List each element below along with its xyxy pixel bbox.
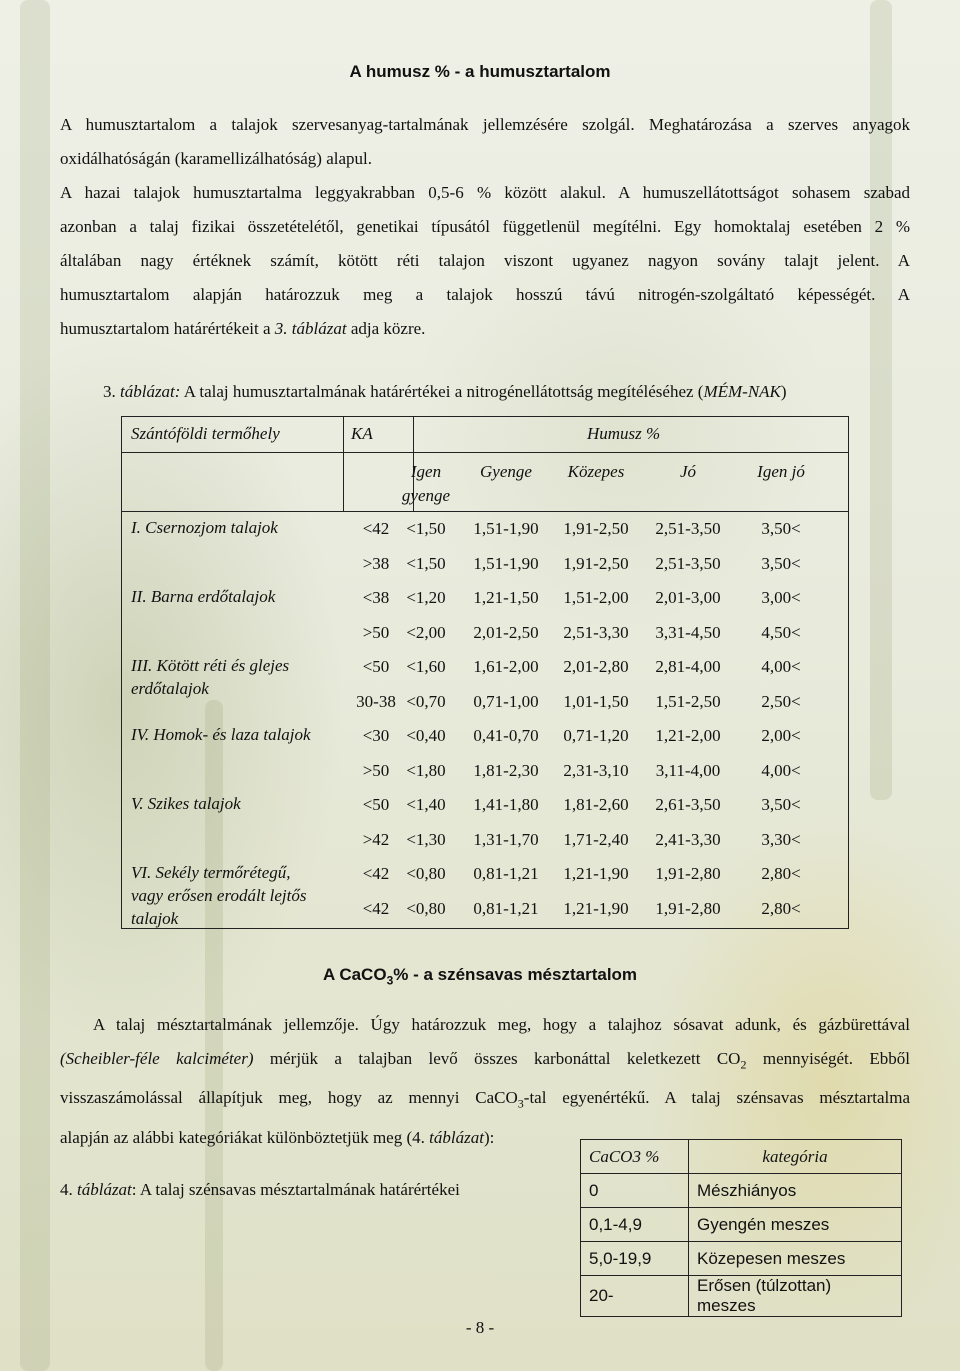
humus-value: 3,30< [761,829,801,849]
humus-value: 2,01-2,50 [473,622,539,642]
humus-value: <1,40 [406,795,446,814]
table-row [581,1208,902,1242]
para-line: A talaj mésztartalmának jellemzője. Úgy határozzuk meg, hogy a talajhoz sósavat adunk, és gázbürettával [93,1015,910,1034]
col-header-quality: Igen jó [757,462,805,481]
humus-value: 2,50< [761,691,801,711]
ka-value: <50 [362,795,390,814]
humus-value: 1,41-1,80 [473,795,539,814]
humus-value: 3,31-4,50 [655,622,721,642]
para-line: alapján az alábbi kategóriákat különböztetjük meg (4. táblázat): [60,1127,495,1147]
humus-value: 2,51-3,30 [563,622,629,642]
humus-value: <1,50 [406,519,446,538]
humus-value: 2,81-4,00 [655,657,721,676]
intro-line: általában nagy értéknek számít, kötött réti talajon viszont ugyanez nagyon sovány talajt jelent. A [60,251,910,270]
humus-value: 3,50< [761,795,801,814]
page-title: A humusz % - a humusztartalom [349,62,611,81]
humus-value: 1,81-2,60 [563,795,629,814]
soil-group-label: III. Kötött réti és glejes erdőtalajok [131,656,290,698]
soil-group-label: IV. Homok- és laza talajok [131,725,311,744]
humus-value: 1,91-2,50 [563,553,629,573]
col-header-soil: Szántóföldi termőhely [131,424,280,443]
humus-value: 1,81-2,30 [473,760,539,780]
ka-value: <30 [362,726,390,745]
humus-value: 1,91-2,80 [655,864,721,883]
ka-value: <50 [362,657,390,676]
table-row [581,1242,902,1276]
intro-line: A hazai talajok humusztartalma leggyakrabban 0,5-6 % között alakul. A humuszellátottságot sohasem szabad [60,183,910,202]
cell: Mészhiányos [689,1174,902,1208]
ka-value: >38 [362,553,390,573]
humus-value: 2,31-3,10 [563,760,629,780]
section-heading: A CaCO$_3$% - a szénsavas mésztartalom [322,965,638,988]
humus-value: 2,61-3,50 [655,795,721,814]
col-header-quality: Gyenge [480,462,532,481]
humus-value: 1,21-1,90 [563,864,629,883]
lime-table [580,1139,902,1317]
humus-value: <0,40 [406,726,446,745]
humus-value: 1,21-1,50 [473,588,539,607]
intro-line: humusztartalom határértékeit a 3. táblázat adja közre. [60,319,426,338]
humus-value: 4,00< [761,657,801,676]
ka-value: <42 [362,519,390,538]
table-reference: 3. táblázat [274,319,347,338]
humus-value: <0,70 [406,691,446,711]
ka-value: <42 [362,898,390,918]
cell: 0 [581,1174,689,1208]
cell: 5,0-19,9 [581,1242,689,1276]
ka-value: <42 [362,864,390,883]
humus-value: 1,21-1,90 [563,898,629,918]
humus-value: 4,50< [761,622,801,642]
soil-group-label: VI. Sekély termőrétegű, vagy erősen erodált lejtős talajok [131,863,307,928]
humus-value: 1,91-2,80 [655,898,721,918]
humus-value: 3,50< [761,519,801,538]
col-header-ka: KA [351,424,373,443]
humus-value: 2,80< [761,864,801,883]
cell: Erősen (túlzottan) meszes [689,1276,902,1317]
humus-value: 1,71-2,40 [563,829,629,849]
soil-group-label: I. Csernozjom talajok [131,518,278,537]
humus-value: 1,31-1,70 [473,829,539,849]
ka-value: >50 [362,622,390,642]
humus-value: 1,51-1,90 [473,519,539,538]
humus-value: 2,51-3,50 [655,519,721,538]
cell: Gyengén meszes [689,1208,902,1242]
humus-value: 0,71-1,00 [473,691,539,711]
humus-value: 0,41-0,70 [473,726,539,745]
humus-value: <2,00 [406,622,446,642]
table4-caption: 4. táblázat: A talaj szénsavas mésztartalmának határértékei [60,1180,460,1199]
col-header-quality: Közepes [567,462,625,481]
intro-line: humusztartalom alapján határozzuk meg a talajok hosszú távú nitrogén-szolgáltató képességét. A [60,285,910,304]
humus-value: <1,60 [406,657,446,676]
humus-value: <1,80 [406,760,446,780]
col-header-quality: Igen gyenge [401,462,451,505]
intro-line: A humusztartalom a talajok szervesanyag-tartalmának jellemzésére szolgál. Meghatározása a szerves anyagok [60,115,910,134]
humus-value: 0,81-1,21 [473,898,539,918]
ka-value: >50 [362,760,390,780]
humus-value: 3,00< [761,588,801,607]
ka-value: 30-38 [356,691,396,711]
humus-value: 1,51-1,90 [473,553,539,573]
col-header-category: kategória [689,1140,902,1174]
table-row [581,1276,902,1317]
para-line: visszaszámolással állapítjuk meg, hogy az mennyi CaCO$_3$-tal egyenértékű. A talaj szénsavas mésztartalma [60,1088,910,1111]
soil-group-label: V. Szikes talajok [131,794,241,813]
cell: 20- [581,1276,689,1317]
humus-value: 3,50< [761,553,801,573]
humus-value: 2,01-2,80 [563,657,629,676]
intro-line: oxidálhatóságán (karamellizálhatóság) alapul. [60,149,373,168]
col-header-humus: Humusz % [587,424,661,443]
humus-value: 4,00< [761,760,801,780]
background-stalk [20,0,50,1371]
humus-value: 0,71-1,20 [563,726,629,745]
ka-value: <38 [362,588,390,607]
col-header-caco3: CaCO3 % [581,1140,689,1174]
humus-value: <0,80 [406,864,446,883]
humus-value: 1,21-2,00 [655,726,721,745]
humus-value: 2,41-3,30 [655,829,721,849]
humus-value: 2,01-3,00 [655,588,721,607]
humus-value: 0,81-1,21 [473,864,539,883]
humus-value: <1,30 [406,829,446,849]
page-number: - 8 - [465,1318,495,1337]
humus-value: 1,51-2,00 [563,588,629,607]
humus-value: 2,51-3,50 [655,553,721,573]
humus-value: 1,61-2,00 [473,657,539,676]
intro-paragraph [60,108,910,346]
humus-value: <1,50 [406,553,446,573]
col-header-quality: Jó [679,462,697,481]
cell: Közepesen meszes [689,1242,902,1276]
soil-group-label: II. Barna erdőtalajok [131,587,276,606]
humus-value: 1,51-2,50 [655,691,721,711]
humus-value: <0,80 [406,898,446,918]
humus-value: 1,01-1,50 [563,691,629,711]
humus-table [121,416,847,927]
humus-value: 2,80< [761,898,801,918]
table3-caption: 3. táblázat: A talaj humusztartalmának határértékei a nitrogénellátottság megítéléséhez (MÉM-NAK) [103,382,787,401]
para-line: (Scheibler-féle kalciméter) mérjük a talajban levő összes karbonáttal keletkezett $CO_2$ mennyiségét. Ebből [60,1049,911,1072]
humus-value: 3,11-4,00 [655,760,721,780]
humus-value: <1,20 [406,588,446,607]
ka-value: >42 [362,829,390,849]
humus-value: 1,91-2,50 [563,519,629,538]
intro-line: azonban a talaj fizikai összetételétől, genetikai típusától függetlenül megítélni. Egy homoktalaj esetében 2 % [60,217,910,236]
cell: 0,1-4,9 [581,1208,689,1242]
humus-value: 2,00< [761,726,801,745]
table-row [581,1174,902,1208]
caco3-paragraph [60,1008,910,1155]
